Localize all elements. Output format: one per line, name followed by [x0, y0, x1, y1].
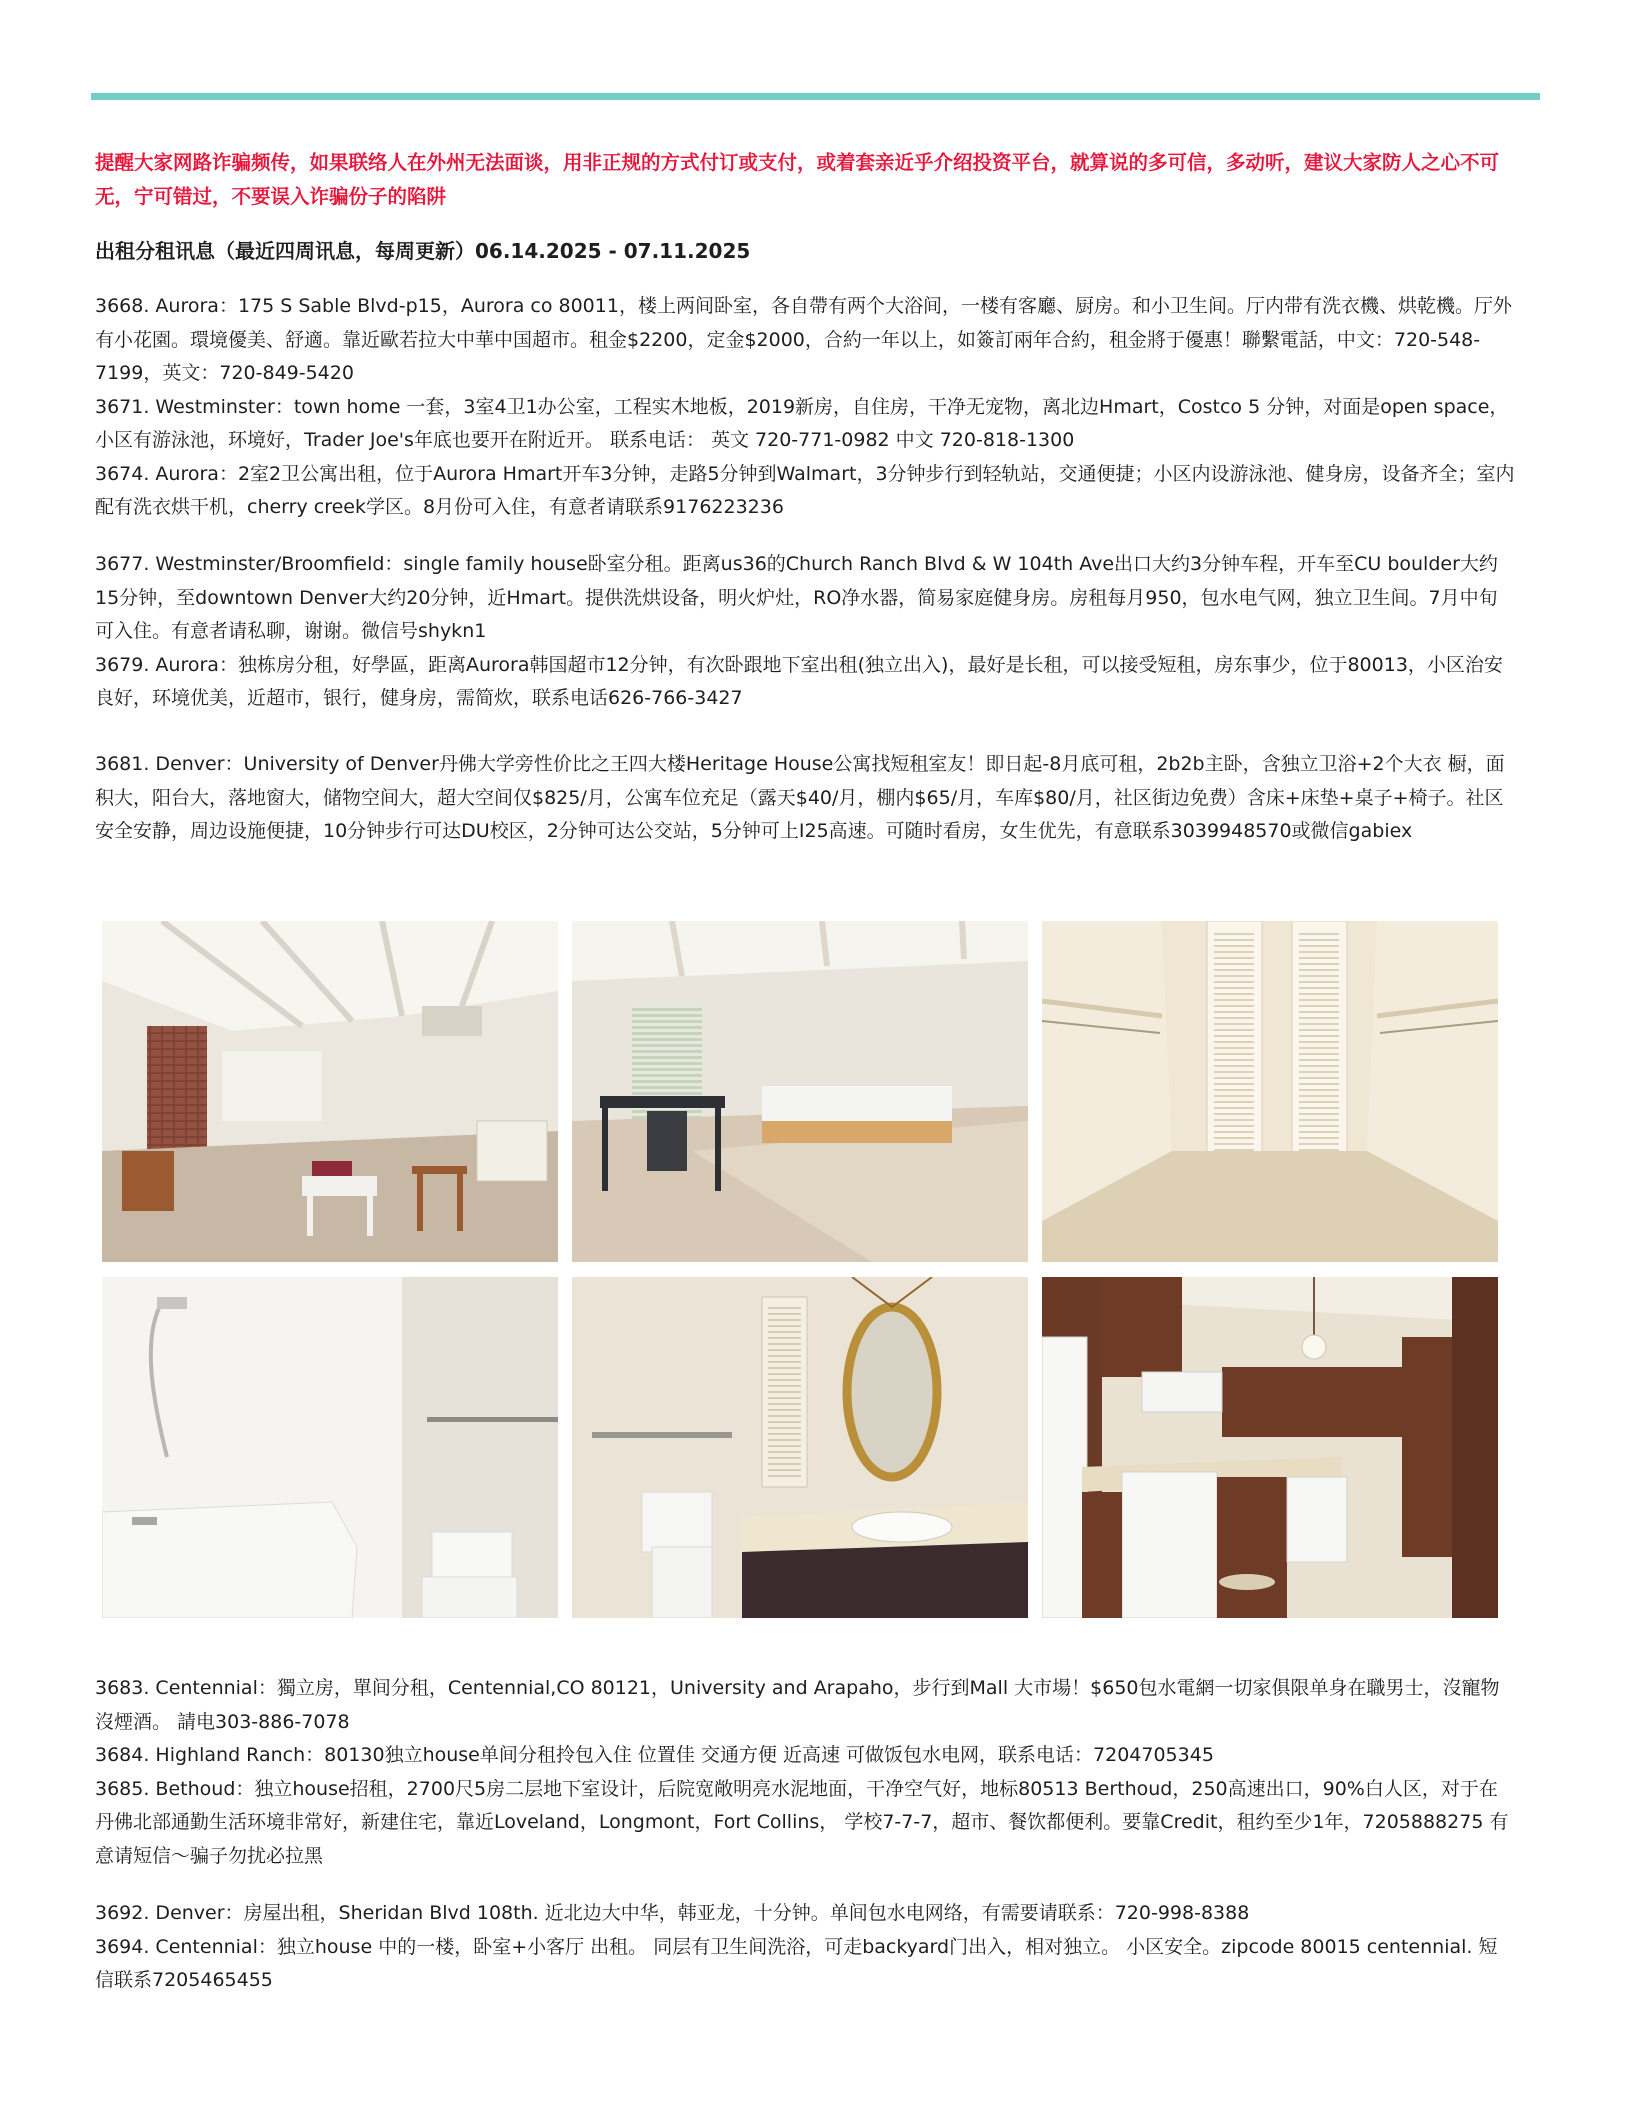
- listing-group: [95, 1672, 1515, 1873]
- listing-item: 3671. Westminster：town home 一套，3室4卫1办公室，工程实木地板，2019新房，自住房，干净无宠物，离北边Hmart，Costco 5 分钟，对面是open space，小区有游泳池，环境好，Trader Joe's年底也要开在附近开。 联系电话： 英文 720-771-0982 中文 720-818-1300: [95, 395, 1509, 451]
- kitchen-photo: [1042, 1277, 1498, 1618]
- listing-item: 3681. Denver：University of Denver丹佛大学旁性价比之王四大楼Heritage House公寓找短租室友！即日起-8月底可租，2b2b主卧，含独立卫浴+2个大衣 橱，面积大，阳台大，落地窗大，储物空间大，超大空间仅$825/月，公寓车位充足（露天$40/月，棚内$65/月，车库$80/月，社区街边免费）含床+床垫+桌子+椅子。社区安全安静，周边设施便捷，10分钟步行可达DU校区，2分钟可达公交站，5分钟可上I25高速。可随时看房，女生优先，有意联系3039948570或微信gabiex: [95, 753, 1505, 842]
- top-rule: [91, 93, 1540, 100]
- listing-item: 3683. Centennial：獨立房，單间分租，Centennial,CO 80121，University and Arapaho，步行到Mall 大市場！$650包水電網一切家俱限单身在職男士，沒寵物 沒煙酒。 請电303-886-7078: [95, 1677, 1500, 1733]
- listing-group: [95, 748, 1515, 849]
- scam-warning: 提醒大家网路诈骗频传，如果联络人在外州无法面谈，用非正规的方式付订或支付，或着套亲近乎介绍投资平台，就算说的多可信，多动听，建议大家防人之心不可无，宁可错过，不要误入诈骗份子的陷阱: [95, 151, 1500, 208]
- listing-item: 3685. Bethoud：独立house招租，2700尺5房二层地下室设计，后院宽敞明亮水泥地面，干净空气好，地标80513 Berthoud，250高速出口，90%白人区，对于在丹佛北部通勤生活环境非常好，新建住宅，靠近Loveland，Longmont，Fort Collins， 学校7-7-7，超市、餐饮都便利。要靠Credit，租约至少1年，7205888275 有意请短信～骗子勿扰必拉黑: [95, 1777, 1509, 1867]
- listing-item: 3679. Aurora：独栋房分租，好學區，距离Aurora韩国超市12分钟，有次卧跟地下室出租(独立出入)，最好是长租，可以接受短租，房东事少，位于80013，小区治安良好，环境优美，近超市，银行，健身房，需简炊，联系电话626-766-3427: [95, 653, 1503, 709]
- listing-group: [95, 1897, 1515, 1998]
- listing-item: 3694. Centennial：独立house 中的一楼，卧室+小客厅 出租。 同层有卫生间洗浴，可走backyard门出入，相对独立。 小区安全。zipcode 80015 centennial. 短信联系7205465455: [95, 1935, 1498, 1991]
- living-room-photo: [102, 921, 558, 1262]
- closet-photo: [1042, 921, 1498, 1262]
- listing-group: [95, 290, 1515, 525]
- shower-photo: [102, 1277, 558, 1618]
- listing-item: 3692. Denver：房屋出租，Sheridan Blvd 108th. 近北边大中华，韩亚龙，十分钟。单间包水电网络，有需要请联系：720-998-8388: [95, 1902, 1250, 1924]
- listing-group: [95, 548, 1515, 716]
- listing-item: 3677. Westminster/Broomfield：single family house卧室分租。距离us36的Church Ranch Blvd & W 104th Ave出口大约3分钟车程，开车至CU boulder大约15分钟，至downtown Denver大约20分钟，近Hmart。提供洗烘设备，明火炉灶，RO净水器，简易家庭健身房。房租每月950，包水电气网，独立卫生间。7月中旬可入住。有意者请私聊，谢谢。微信号shykn1: [95, 553, 1498, 642]
- vanity-photo: [572, 1277, 1028, 1618]
- apartment-photo-grid: [102, 921, 1498, 1617]
- bedroom-photo: [572, 921, 1028, 1262]
- listing-item: 3668. Aurora：175 S Sable Blvd-p15，Aurora co 80011，楼上两间卧室，各自帶有两个大浴间，一楼有客廳、厨房。和小卫生间。厅内带有洗衣機、烘乾機。厅外有小花園。環境優美、舒適。靠近歐若拉大中華中国超市。租金$2200，定金$2000，合約一年以上，如簽訂兩年合約，租金將于優惠！聯繫電話，中文：720-548-7199，英文：720-849-5420: [95, 295, 1512, 384]
- listing-item: 3674. Aurora：2室2卫公寓出租，位于Aurora Hmart开车3分钟，走路5分钟到Walmart，3分钟步行到轻轨站，交通便捷；小区内设游泳池、健身房，设备齐全；室内配有洗衣烘干机，cherry creek学区。8月份可入住，有意者请联系9176223236: [95, 462, 1515, 518]
- section-heading: 出租分租讯息（最近四周讯息，每周更新）06.14.2025 - 07.11.2025: [95, 239, 751, 263]
- listing-item: 3684. Highland Ranch：80130独立house单间分租拎包入住 位置佳 交通方便 近高速 可做饭包水电网，联系电话：7204705345: [95, 1744, 1214, 1766]
